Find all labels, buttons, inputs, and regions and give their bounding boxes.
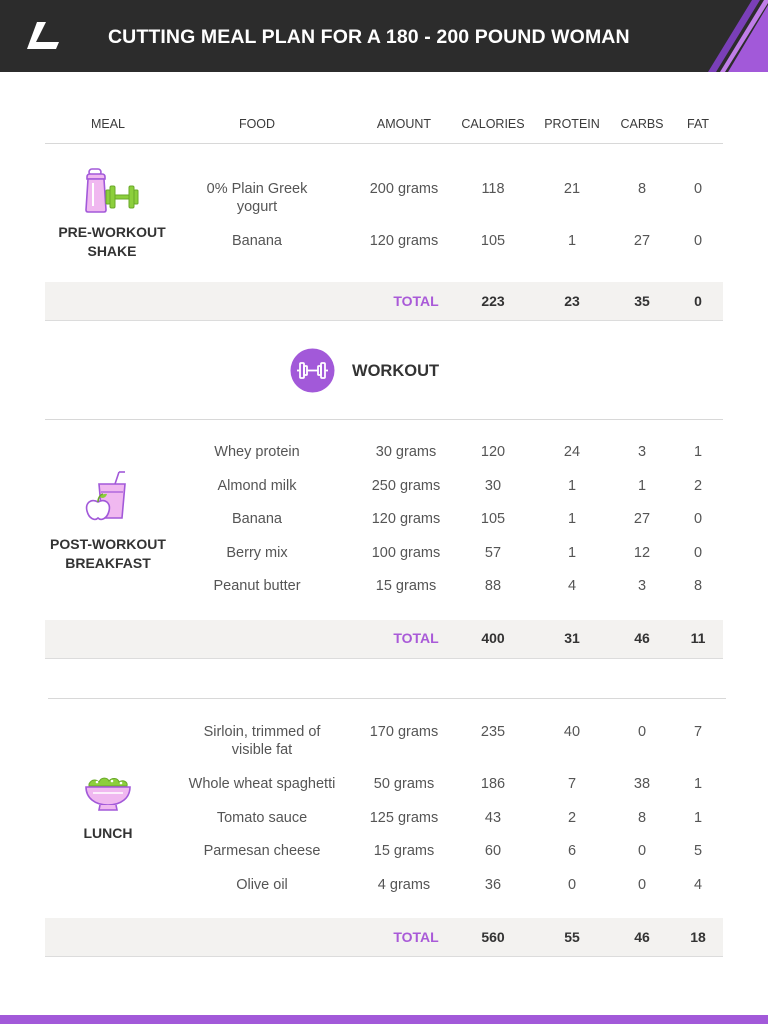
amount: 250 grams (371, 478, 441, 494)
calories: 118 (481, 181, 505, 197)
total-fat: 18 (690, 929, 706, 945)
col-header-meal: MEAL (90, 117, 126, 131)
fat: 7 (693, 724, 703, 740)
fat: 1 (693, 444, 703, 460)
amount: 4 grams (377, 877, 431, 893)
col-header-fat: FAT (687, 117, 709, 131)
carbs: 0 (637, 724, 647, 740)
fat: 5 (693, 843, 703, 859)
food-name: Whole wheat spaghetti (188, 776, 336, 792)
carbs: 12 (633, 545, 651, 561)
meal-name: PRE-WORKOUT SHAKE (58, 224, 166, 259)
carbs: 8 (637, 810, 647, 826)
calories: 235 (480, 724, 506, 740)
protein: 24 (563, 444, 581, 460)
protein: 4 (567, 578, 577, 594)
total-carbs: 35 (634, 293, 650, 309)
protein: 7 (567, 776, 577, 792)
fat: 2 (693, 478, 703, 494)
total-carbs: 46 (634, 630, 650, 646)
amount: 120 grams (371, 511, 441, 527)
protein: 1 (567, 233, 577, 249)
calories: 30 (484, 478, 502, 494)
carbs: 27 (633, 233, 651, 249)
total-calories: 400 (481, 630, 505, 646)
shaker-dumbbell-icon (84, 168, 142, 214)
protein: 1 (567, 545, 577, 561)
protein: 40 (563, 724, 581, 740)
total-label: TOTAL (393, 630, 439, 646)
col-header-amount: AMOUNT (376, 117, 432, 131)
col-header-carbs: CARBS (620, 117, 664, 131)
calories: 36 (484, 877, 502, 893)
total-label: TOTAL (393, 929, 439, 945)
calories: 57 (484, 545, 502, 561)
carbs: 3 (637, 578, 647, 594)
meal-name: LUNCH (83, 825, 133, 841)
calories: 105 (480, 511, 506, 527)
header-bar (0, 0, 768, 72)
col-header-food: FOOD (238, 117, 276, 131)
calories: 43 (484, 810, 502, 826)
total-fat: 0 (694, 293, 702, 309)
food-name: Olive oil (236, 877, 288, 893)
fat: 1 (693, 810, 703, 826)
fat: 0 (693, 511, 703, 527)
protein: 6 (567, 843, 577, 859)
amount: 170 grams (369, 724, 439, 740)
meal-name: POST-WORKOUT BREAKFAST (50, 536, 166, 571)
amount: 15 grams (373, 843, 435, 859)
carbs: 1 (637, 478, 647, 494)
divider (48, 698, 726, 699)
footer-accent-bar (0, 1015, 768, 1024)
total-protein: 55 (564, 929, 580, 945)
protein: 1 (567, 478, 577, 494)
fat: 1 (693, 776, 703, 792)
divider (45, 419, 723, 420)
food-name: Whey protein (214, 444, 300, 460)
total-calories: 560 (481, 929, 505, 945)
salad-bowl-icon (84, 776, 132, 812)
fat: 0 (693, 545, 703, 561)
col-header-calories: CALORIES (461, 117, 525, 131)
carbs: 0 (637, 843, 647, 859)
total-calories: 223 (481, 293, 505, 309)
carbs: 8 (637, 181, 647, 197)
food-name: Parmesan cheese (203, 843, 321, 859)
protein: 21 (563, 181, 581, 197)
total-protein: 23 (564, 293, 580, 309)
carbs: 27 (633, 511, 651, 527)
food-name: Tomato sauce (216, 810, 308, 826)
fat: 0 (693, 233, 703, 249)
protein: 1 (567, 511, 577, 527)
food-name: Banana (232, 511, 282, 527)
food-name: Berry mix (226, 545, 288, 561)
carbs: 3 (637, 444, 647, 460)
calories: 60 (484, 843, 502, 859)
protein: 0 (567, 877, 577, 893)
carbs: 0 (637, 877, 647, 893)
total-fat: 11 (690, 630, 706, 646)
fat: 8 (693, 578, 703, 594)
amount: 100 grams (371, 545, 441, 561)
calories: 88 (484, 578, 502, 594)
total-protein: 31 (564, 630, 580, 646)
amount: 15 grams (375, 578, 437, 594)
amount: 125 grams (369, 810, 439, 826)
amount: 200 grams (369, 181, 439, 197)
carbs: 38 (633, 776, 651, 792)
page-title: CUTTING MEAL PLAN FOR A 180 - 200 POUND WOMAN (108, 26, 630, 48)
col-header-protein: PROTEIN (544, 117, 600, 131)
food-name: Almond milk (217, 478, 297, 494)
calories: 186 (480, 776, 506, 792)
dumbbell-icon (290, 348, 335, 393)
protein: 2 (567, 810, 577, 826)
decorative-stripes (668, 0, 768, 72)
amount: 120 grams (369, 233, 439, 249)
total-carbs: 46 (634, 929, 650, 945)
apple-juice-icon (85, 470, 129, 522)
amount: 30 grams (375, 444, 437, 460)
divider (45, 143, 723, 144)
workout-label: WORKOUT (352, 362, 440, 380)
calories: 105 (480, 233, 506, 249)
food-name: 0% Plain Greek yogurt (206, 181, 308, 215)
amount: 50 grams (373, 776, 435, 792)
food-name: Peanut butter (213, 578, 301, 594)
fat: 4 (693, 877, 703, 893)
total-label: TOTAL (393, 293, 439, 309)
calories: 120 (480, 444, 506, 460)
food-name: Sirloin, trimmed of visible fat (203, 724, 321, 758)
brand-logo-icon (26, 22, 60, 50)
food-name: Banana (232, 233, 282, 249)
fat: 0 (693, 181, 703, 197)
